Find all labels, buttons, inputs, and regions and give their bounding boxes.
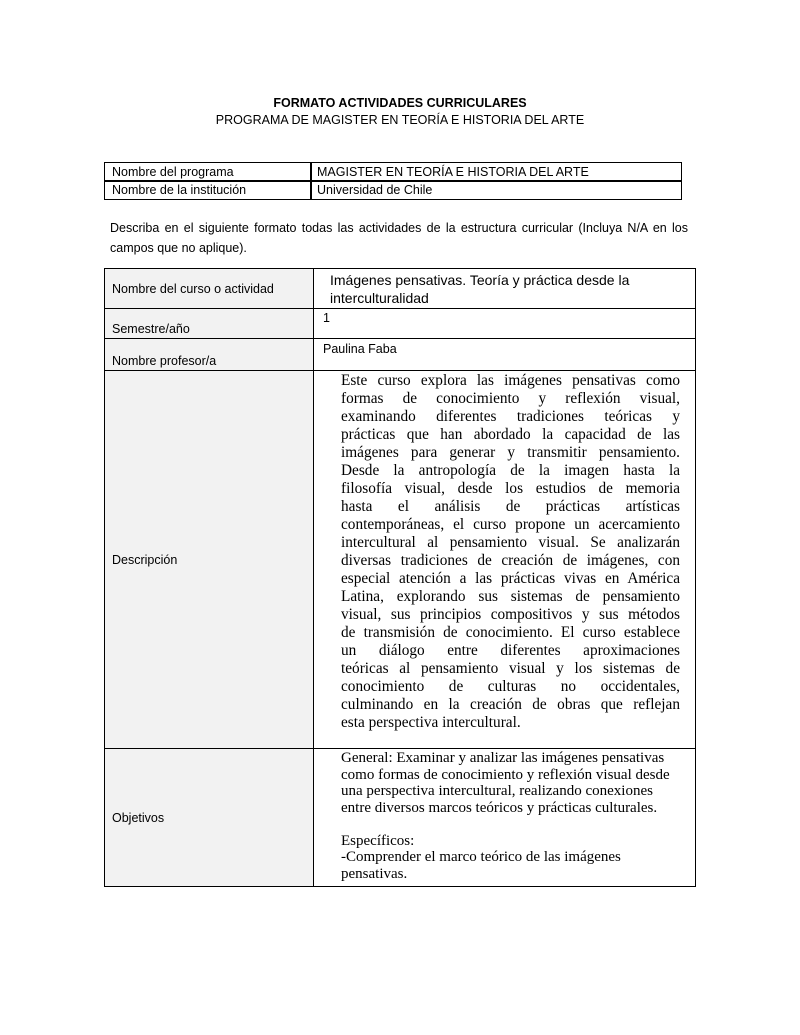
- description-line: conocimiento de culturas no occidentales,: [341, 678, 680, 695]
- description-line: Latina, explorando sus sistemas de pensamiento: [341, 588, 680, 605]
- description-line: diversas tradiciones de creación de imágenes, con: [341, 552, 680, 569]
- description-line: contemporáneas, el curso propone un acercamiento: [341, 516, 680, 533]
- description-line: examinando diferentes tradiciones teóricas y: [341, 408, 680, 425]
- objectives-line: como formas de conocimiento y reflexión visual desde: [341, 766, 670, 783]
- objectives-line: -Comprender el marco teórico de las imágenes: [341, 849, 621, 865]
- description-line: imágenes para generar y transmitir pensamiento.: [341, 444, 680, 461]
- course-name-label: Nombre del curso o actividad: [104, 268, 315, 310]
- objectives-text: [341, 750, 670, 882]
- description-line: intercultural al pensamiento visual. Se analizarán: [341, 534, 680, 551]
- objectives-line: General: Examinar y analizar las imágenes pensativas: [341, 750, 665, 766]
- institution-value: Universidad de Chile: [310, 180, 682, 200]
- description-label: Descripción: [104, 370, 315, 750]
- professor-label: Nombre profesor/a: [104, 338, 315, 372]
- description-line: Desde la antropología de la imagen hasta la: [341, 462, 680, 479]
- semester-label: Semestre/año: [104, 308, 315, 340]
- document-subtitle: PROGRAMA DE MAGISTER EN TEORÍA E HISTORIA DEL ARTE: [215, 113, 585, 127]
- description-line: un diálogo entre diferentes aproximaciones: [341, 642, 680, 659]
- objectives-line: una perspectiva intercultural, realizando conexiones: [341, 783, 653, 799]
- description-line: culminando en la creación de obras que reflejan: [341, 696, 680, 713]
- objectives-line: Específicos:: [341, 832, 415, 849]
- description-line: Este curso explora las imágenes pensativas como: [341, 372, 680, 389]
- course-name-value: Imágenes pensativas. Teoría y práctica desde la interculturalidad: [313, 268, 696, 310]
- description-line: esta perspectiva intercultural.: [341, 714, 521, 731]
- description-line: hasta el análisis de prácticas artísticas: [341, 498, 680, 515]
- program-name-value: MAGISTER EN TEORÍA E HISTORIA DEL ARTE: [310, 162, 682, 182]
- institution-label: Nombre de la institución: [104, 180, 312, 200]
- description-line: filosofía visual, desde los estudios de memoria: [341, 480, 680, 497]
- description-line: de transmisión de conocimiento. El curso establece: [341, 624, 680, 641]
- semester-value: 1: [313, 308, 696, 340]
- description-line: teóricas al pensamiento visual y los sistemas de: [341, 660, 680, 677]
- document-title: FORMATO ACTIVIDADES CURRICULARES: [273, 96, 527, 110]
- description-line: prácticas que han abordado la capacidad de las: [341, 426, 680, 443]
- objectives-line: entre diversos marcos teóricos y prácticas culturales.: [341, 799, 658, 816]
- description-text: [341, 372, 680, 732]
- objectives-line: pensativas.: [341, 865, 408, 882]
- description-line: formas de conocimiento y reflexión visual,: [341, 390, 680, 407]
- description-line: visual, sus principios compositivos y sus métodos: [341, 606, 680, 623]
- objectives-label: Objetivos: [104, 748, 315, 887]
- objectives-line: [341, 816, 670, 833]
- program-name-label: Nombre del programa: [104, 162, 312, 182]
- professor-value: Paulina Faba: [313, 338, 696, 372]
- instructions-paragraph: Describa en el siguiente formato todas las actividades de la estructura curricular (Incluya N/A en los campos que no aplique).: [110, 221, 688, 255]
- description-line: especial atención a las prácticas vivas en América: [341, 570, 680, 587]
